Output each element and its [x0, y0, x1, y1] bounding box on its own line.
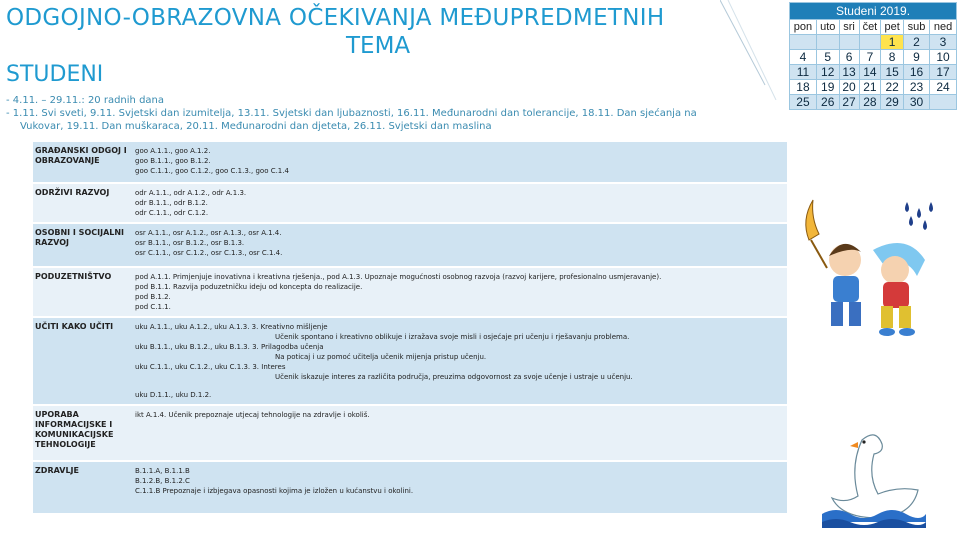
- weekday-label: ned: [930, 20, 957, 35]
- calendar-day: 24: [930, 80, 957, 95]
- outcome-line: osr B.1.1., osr B.1.2., osr B.1.3.: [135, 239, 245, 247]
- calendar-day: [816, 35, 839, 50]
- calendar-day: 28: [859, 95, 881, 110]
- outcome-line: B.1.1.A, B.1.1.B: [135, 467, 190, 475]
- calendar-title: Studeni 2019.: [790, 3, 957, 20]
- calendar-day: 30: [903, 95, 929, 110]
- calendar-day: 4: [790, 50, 817, 65]
- working-days-line: - 4.11. – 29.11.: 20 radnih dana: [6, 95, 165, 106]
- topic-name: UČITI KAKO UČITI: [33, 317, 133, 405]
- title-line-2: TEMA: [346, 33, 411, 59]
- topic-row: [33, 141, 787, 183]
- calendar-day: 27: [839, 95, 859, 110]
- outcome-line: ikt A.1.4. Učenik prepoznaje utjecaj tehnologije na zdravlje i okoliš.: [135, 411, 370, 419]
- month-heading: STUDENI: [6, 62, 104, 87]
- calendar-day: [859, 35, 881, 50]
- outcome-line: uku A.1.1., uku A.1.2., uku A.1.3. 3. Kreativno mišljenje: [135, 323, 328, 331]
- calendar-day: 23: [903, 80, 929, 95]
- calendar-day: 13: [839, 65, 859, 80]
- topic-outcomes: [133, 317, 787, 405]
- calendar-day: 20: [839, 80, 859, 95]
- calendar-day: 25: [790, 95, 817, 110]
- topic-name: ODRŽIVI RAZVOJ: [33, 183, 133, 223]
- weekday-label: čet: [859, 20, 881, 35]
- outcome-line: pod A.1.1. Primjenjuje inovativna i kreativna rješenja., pod A.1.3. Upoznaje mogućnosti osobnog razvoja (razvoj karijere, profesionalno usmjeravanje).: [135, 273, 662, 281]
- outcome-line: B.1.2.B, B.1.2.C: [135, 477, 190, 485]
- title-line-1: ODGOJNO-OBRAZOVNA OČEKIVANJA MEĐUPREDMETNIH: [6, 5, 665, 31]
- weekday-label: pet: [881, 20, 904, 35]
- topic-name: OSOBNI I SOCIJALNI RAZVOJ: [33, 223, 133, 267]
- weekday-label: sri: [839, 20, 859, 35]
- page-title: [6, 4, 776, 60]
- raindrops-illustration: [905, 202, 933, 230]
- children-umbrella-illustration: [795, 190, 945, 340]
- topic-name: UPORABA INFORMACIJSKE I KOMUNIKACIJSKE TEHNOLOGIJE: [33, 405, 133, 461]
- calendar-day: 9: [903, 50, 929, 65]
- topic-outcomes: [133, 461, 787, 513]
- calendar-day: 19: [816, 80, 839, 95]
- topic-row: [33, 183, 787, 223]
- topic-outcomes: [133, 141, 787, 183]
- outcome-line: pod C.1.1.: [135, 303, 171, 311]
- outcome-line: goo C.1.1., goo C.1.2., goo C.1.3., goo C.1.4: [135, 167, 289, 175]
- topic-outcomes: [133, 223, 787, 267]
- outcome-line: uku D.1.1., uku D.1.2.: [135, 391, 212, 399]
- topic-name: PODUZETNIŠTVO: [33, 267, 133, 317]
- calendar-day: 11: [790, 65, 817, 80]
- outcome-line: odr B.1.1., odr B.1.2.: [135, 199, 208, 207]
- calendar-day: 14: [859, 65, 881, 80]
- topic-row: [33, 405, 787, 461]
- calendar-day: 22: [881, 80, 904, 95]
- calendar-day: 16: [903, 65, 929, 80]
- topic-row: [33, 461, 787, 513]
- calendar-day: 26: [816, 95, 839, 110]
- topic-name: ZDRAVLJE: [33, 461, 133, 513]
- calendar-day: [930, 95, 957, 110]
- calendar-day: 1: [881, 35, 904, 50]
- outcome-line: odr C.1.1., odr C.1.2.: [135, 209, 209, 217]
- calendar-day: 18: [790, 80, 817, 95]
- calendar-day: 3: [930, 35, 957, 50]
- weekday-label: sub: [903, 20, 929, 35]
- calendar-day: 6: [839, 50, 859, 65]
- outcome-line: pod B.1.1. Razvija poduzetničku ideju od koncepta do realizacije.: [135, 283, 363, 291]
- topic-row: [33, 223, 787, 267]
- outcome-line: Učenik spontano i kreativno oblikuje i izražava svoje misli i osjećaje pri učenju i rješavanju problema.: [275, 333, 630, 341]
- calendar-day: 15: [881, 65, 904, 80]
- observance-days-line-2: Vukovar, 19.11. Dan muškaraca, 20.11. Međunarodni dan djeteta, 26.11. Svjetski dan maslina: [20, 121, 492, 132]
- topic-row: [33, 317, 787, 405]
- calendar-day: 29: [881, 95, 904, 110]
- topic-row: [33, 267, 787, 317]
- topic-name: GRAĐANSKI ODGOJ I OBRAZOVANJE: [33, 141, 133, 183]
- topic-outcomes: [133, 183, 787, 223]
- calendar: [789, 2, 957, 110]
- calendar-day: 2: [903, 35, 929, 50]
- calendar-day: 10: [930, 50, 957, 65]
- outcome-line: osr A.1.1., osr A.1.2., osr A.1.3., osr A.1.4.: [135, 229, 282, 237]
- month-info: [6, 94, 776, 133]
- decorative-line: [720, 0, 780, 100]
- calendar-day: 21: [859, 80, 881, 95]
- outcome-line: Na poticaj i uz pomoć učitelja učenik mijenja pristup učenju.: [275, 353, 487, 361]
- outcome-line: Učenik iskazuje interes za različita područja, preuzima odgovornost za svoje učenje i ustraje u učenju.: [275, 373, 633, 381]
- observance-days-line-1: - 1.11. Svi sveti, 9.11. Svjetski dan izumitelja, 13.11. Svjetski dan ljubaznosti, 16.11. Međunarodni dan tolerancije, 18.11. Dan sjećanja na: [6, 108, 697, 119]
- outcome-line: uku B.1.1., uku B.1.2., uku B.1.3. 3. Prilagodba učenja: [135, 343, 324, 351]
- outcome-line: osr C.1.1., osr C.1.2., osr C.1.3., osr C.1.4.: [135, 249, 283, 257]
- topics-table: [33, 140, 787, 513]
- calendar-day: [839, 35, 859, 50]
- weekday-label: uto: [816, 20, 839, 35]
- outcome-line: goo B.1.1., goo B.1.2.: [135, 157, 211, 165]
- outcome-line: uku C.1.1., uku C.1.2., uku C.1.3. 3. Interes: [135, 363, 286, 371]
- calendar-day: [790, 35, 817, 50]
- weekday-label: pon: [790, 20, 817, 35]
- outcome-line: C.1.1.B Prepoznaje i izbjegava opasnosti kojima je izložen u kućanstvu i okolini.: [135, 487, 414, 495]
- outcome-line: pod B.1.2.: [135, 293, 171, 301]
- calendar-day: 7: [859, 50, 881, 65]
- outcome-line: goo A.1.1., goo A.1.2.: [135, 147, 211, 155]
- outcome-line: odr A.1.1., odr A.1.2., odr A.1.3.: [135, 189, 247, 197]
- calendar-day: 5: [816, 50, 839, 65]
- topic-outcomes: [133, 267, 787, 317]
- calendar-day: 8: [881, 50, 904, 65]
- calendar-day: 12: [816, 65, 839, 80]
- topic-outcomes: [133, 405, 787, 461]
- swan-illustration: [818, 420, 928, 530]
- calendar-day: 17: [930, 65, 957, 80]
